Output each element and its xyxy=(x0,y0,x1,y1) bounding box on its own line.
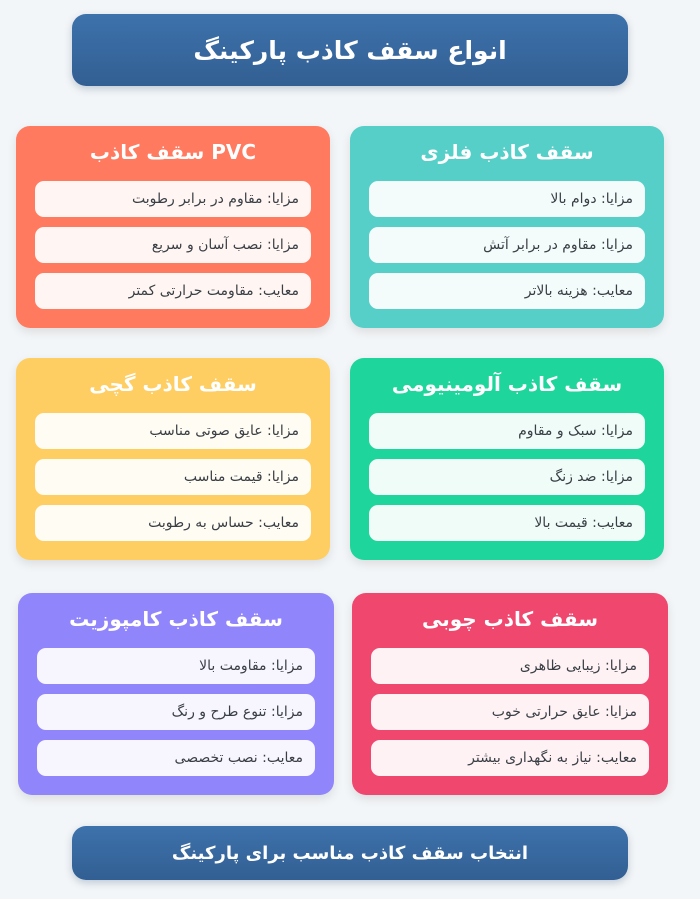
page-title-banner xyxy=(72,14,628,86)
card-item: مزایا: مقاومت بالا xyxy=(37,648,315,684)
card-title: سقف کاذب فلزی xyxy=(420,140,594,164)
card-item: مزایا: تنوع طرح و رنگ xyxy=(37,694,315,730)
card-item: مزایا: عایق حرارتی خوب xyxy=(371,694,649,730)
card-item: مزایا: دوام بالا xyxy=(369,181,645,217)
card-item: مزایا: نصب آسان و سریع xyxy=(35,227,311,263)
card-title: سقف کاذب آلومینیومی xyxy=(391,372,623,396)
page-title: انواع سقف کاذب پارکینگ xyxy=(193,35,507,65)
card-item: مزایا: مقاوم در برابر آتش xyxy=(369,227,645,263)
card-item: معایب: نیاز به نگهداری بیشتر xyxy=(371,740,649,776)
card-aluminum-ceiling xyxy=(350,358,664,560)
card-item: معایب: نصب تخصصی xyxy=(37,740,315,776)
card-item: مزایا: مقاوم در برابر رطوبت xyxy=(35,181,311,217)
footer-banner xyxy=(72,826,628,880)
card-item: مزایا: قیمت مناسب xyxy=(35,459,311,495)
card-item: مزایا: سبک و مقاوم xyxy=(369,413,645,449)
card-composite-ceiling xyxy=(18,593,334,795)
card-metal-ceiling xyxy=(350,126,664,328)
card-pvc-ceiling xyxy=(16,126,330,328)
card-item: مزایا: ضد زنگ xyxy=(369,459,645,495)
card-item: مزایا: عایق صوتی مناسب xyxy=(35,413,311,449)
card-gypsum-ceiling xyxy=(16,358,330,560)
card-item: معایب: حساس به رطوبت xyxy=(35,505,311,541)
footer-title: انتخاب سقف کاذب مناسب برای پارکینگ xyxy=(171,842,529,864)
card-title: PVC سقف کاذب xyxy=(89,140,257,164)
card-item: معایب: قیمت بالا xyxy=(369,505,645,541)
card-title: سقف کاذب چوبی xyxy=(421,607,598,631)
card-item: مزایا: زیبایی ظاهری xyxy=(371,648,649,684)
card-title: سقف کاذب کامپوزیت xyxy=(69,607,283,631)
card-title: سقف کاذب گچی xyxy=(89,372,257,396)
card-item: معایب: هزینه بالاتر xyxy=(369,273,645,309)
card-wooden-ceiling xyxy=(352,593,668,795)
card-item: معایب: مقاومت حرارتی کمتر xyxy=(35,273,311,309)
